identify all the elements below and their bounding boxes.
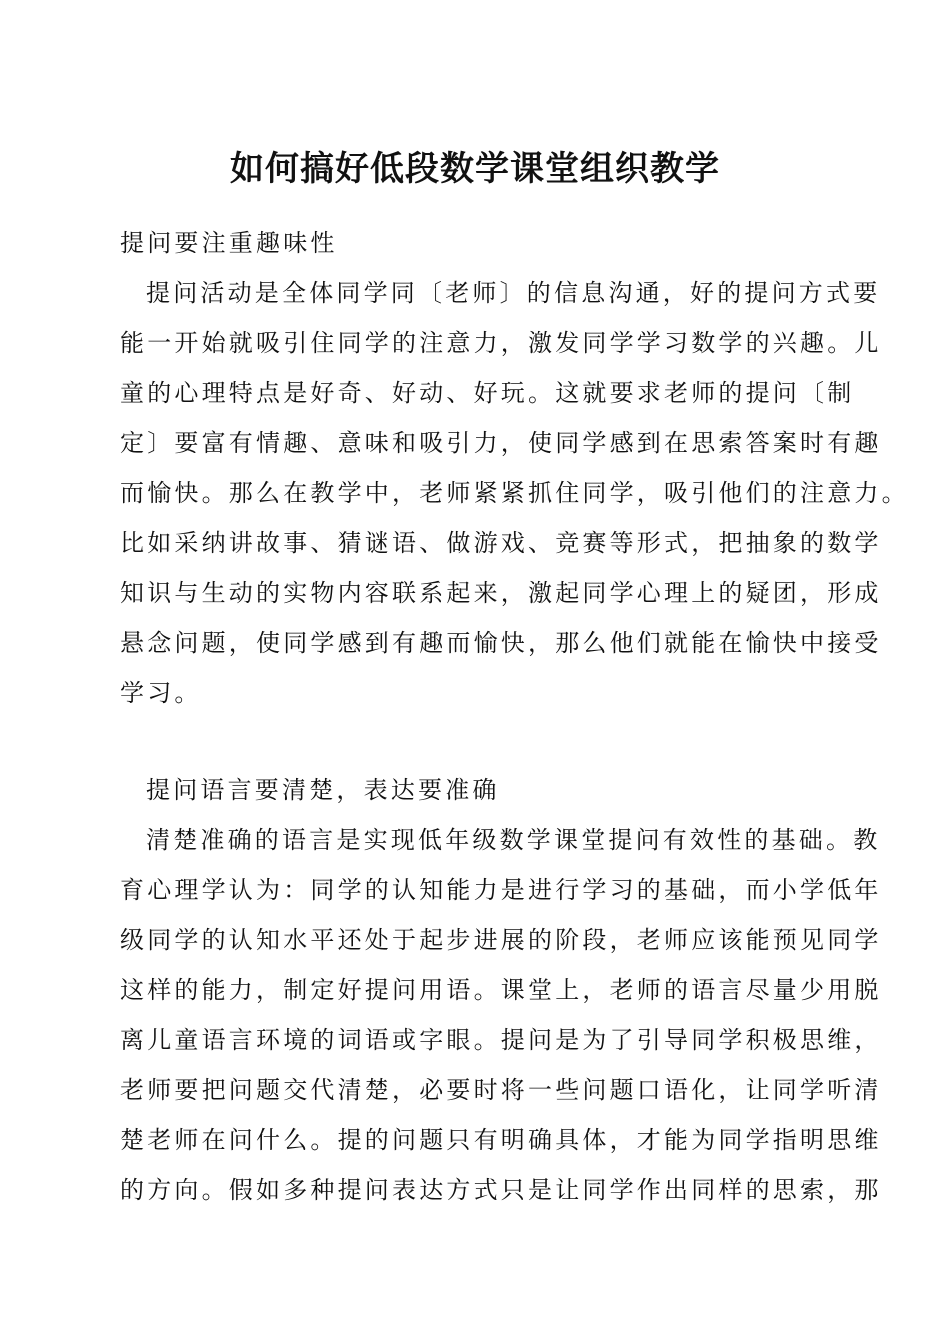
paragraph-line: 的方向。假如多种提问表达方式只是让同学作出同样的思索，那 (120, 1176, 882, 1204)
paragraph-line: 而愉快。那么在教学中，老师紧紧抓住同学，吸引他们的注意力。 (120, 479, 909, 507)
paragraph-line: 童的心理特点是好奇、好动、好玩。这就要求老师的提问〔制 (120, 379, 855, 407)
paragraph-line: 楚老师在问什么。提的问题只有明确具体，才能为同学指明思维 (120, 1126, 882, 1154)
paragraph-line: 老师要把问题交代清楚，必要时将一些问题口语化，让同学听清 (120, 1076, 882, 1104)
paragraph-line: 比如采纳讲故事、猜谜语、做游戏、竞赛等形式，把抽象的数学 (120, 529, 882, 557)
paragraph-line: 级同学的认知水平还处于起步进展的阶段，老师应该能预见同学 (120, 926, 882, 954)
paragraph-line: 定〕要富有情趣、意味和吸引力，使同学感到在思索答案时有趣 (120, 429, 882, 457)
document-title: 如何搞好低段数学课堂组织教学 (230, 149, 720, 189)
paragraph-line: 能一开始就吸引住同学的注意力，激发同学学习数学的兴趣。儿 (120, 329, 882, 357)
paragraph-line: 知识与生动的实物内容联系起来，激起同学心理上的疑团，形成 (120, 579, 882, 607)
paragraph-line: 离儿童语言环境的词语或字眼。提问是为了引导同学积极思维， (120, 1026, 882, 1054)
paragraph-line: 清楚准确的语言是实现低年级数学课堂提问有效性的基础。教 (146, 826, 881, 854)
paragraph-line: 悬念问题，使同学感到有趣而愉快，那么他们就能在愉快中接受 (120, 629, 882, 657)
section-heading-interest: 提问要注重趣味性 (120, 229, 338, 257)
paragraph-line: 学习。 (120, 679, 202, 707)
paragraph-line: 育心理学认为：同学的认知能力是进行学习的基础，而小学低年 (120, 876, 882, 904)
section-heading-clarity: 提问语言要清楚，表达要准确 (146, 776, 500, 804)
paragraph-line: 这样的能力，制定好提问用语。课堂上，老师的语言尽量少用脱 (120, 976, 882, 1004)
paragraph-line: 提问活动是全体同学同〔老师〕的信息沟通，好的提问方式要 (146, 279, 881, 307)
